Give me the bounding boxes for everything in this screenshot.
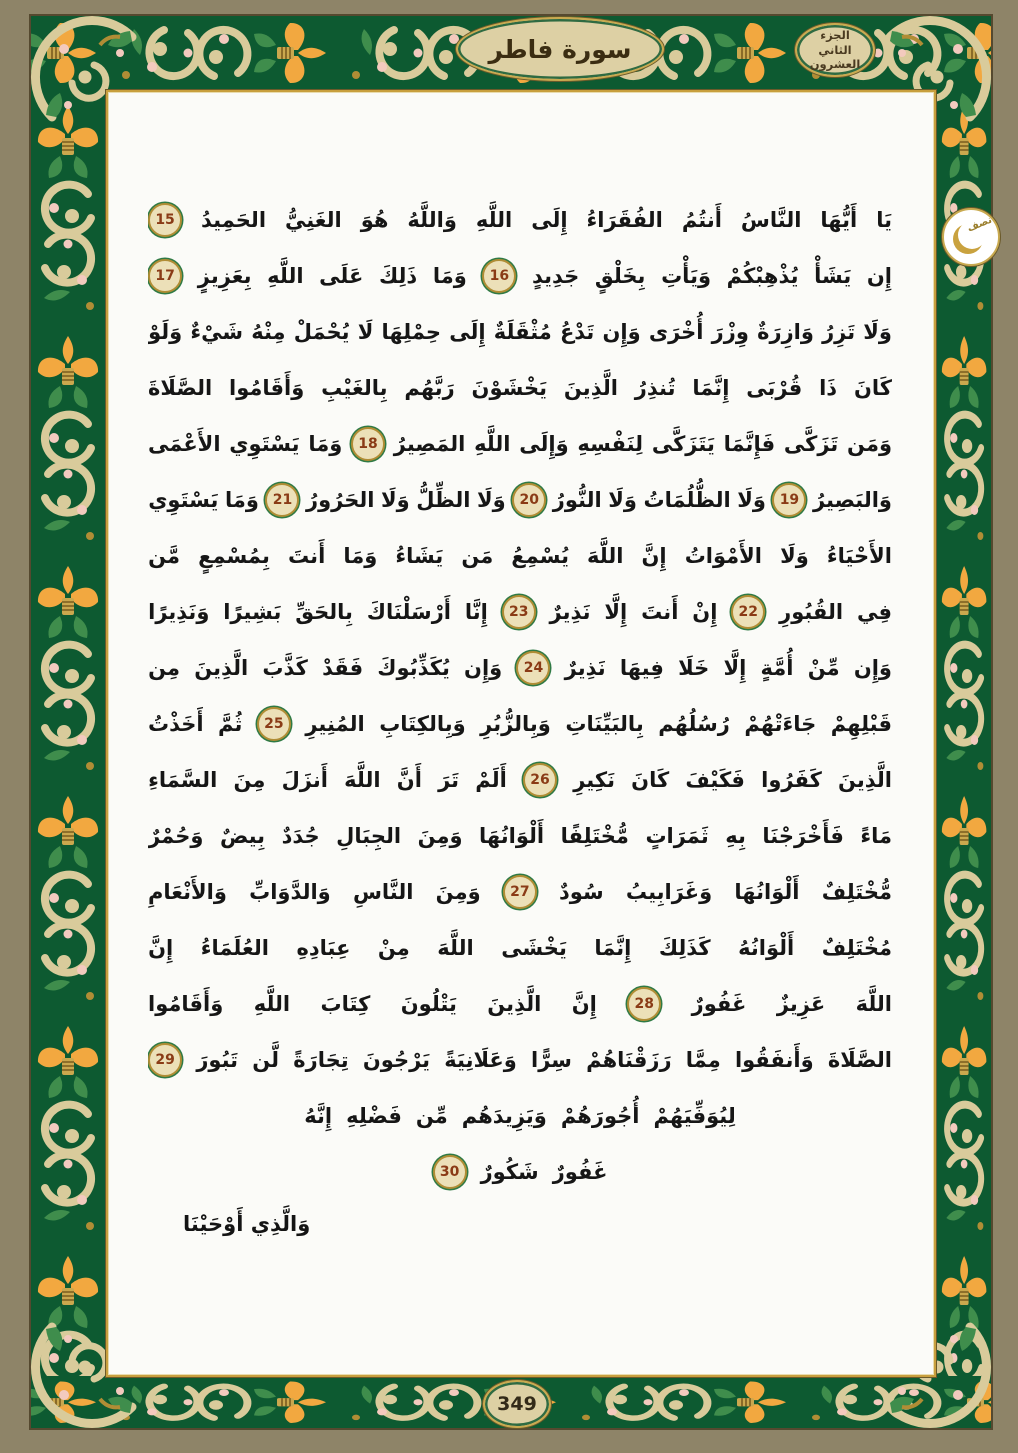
quran-line	[148, 304, 892, 360]
quran-word: إِنَّمَا	[692, 376, 730, 400]
quran-word: مِنْهُ	[251, 320, 286, 344]
quran-word: الصَّلَاةَ	[827, 1048, 892, 1072]
quran-word: المُنِيرِ	[305, 712, 365, 736]
quran-word: ثُمَّ	[218, 712, 243, 736]
quran-word: نَذِيرٌ	[564, 656, 606, 680]
quran-word: رُسُلُهُم	[658, 712, 730, 736]
quran-word: العُلَمَاءُ	[200, 936, 269, 960]
page-number-cartouche	[483, 1380, 551, 1428]
quran-word: الَّذِينَ	[194, 656, 249, 680]
quran-word: وَغَرَابِيبُ	[625, 880, 713, 904]
quran-word: النَّاسِ	[352, 880, 414, 904]
quran-word: حِمْلِهَا	[381, 320, 442, 344]
page-surface	[106, 90, 936, 1377]
quran-word: إِنَّ	[148, 936, 174, 960]
quran-word: اللَّهَ	[437, 936, 474, 960]
quran-word: بِعَزِيزٍ	[197, 264, 252, 288]
quran-word: إِنَّهُ	[304, 1104, 333, 1128]
verse-number-badge: 19	[772, 483, 806, 517]
quran-word: وَنَذِيرًا	[148, 600, 210, 624]
quran-word: هُوَ	[360, 208, 389, 232]
quran-word: الَّذِينَ	[487, 992, 542, 1016]
quran-word: قَبْلِهِمْ	[830, 712, 892, 736]
quran-line	[148, 360, 892, 416]
quran-line	[148, 976, 892, 1032]
quran-word: يَشَأْ	[814, 264, 852, 288]
surah-title-cartouche	[456, 17, 664, 81]
quran-word: إِلَى	[449, 320, 486, 344]
quran-word: وَالبَصِيرُ	[812, 488, 892, 512]
quran-word: إِلَى	[531, 208, 568, 232]
quran-word: تَزِرُ	[822, 320, 856, 344]
quran-word: أَرْسَلْنَاكَ	[366, 600, 451, 624]
verse-number-badge: 24	[516, 651, 550, 685]
verse-number-badge: 27	[503, 875, 537, 909]
quran-word: اللَّهِ	[475, 208, 513, 232]
quran-word: وَمَا	[343, 544, 378, 568]
quran-word: أَيُّهَا	[820, 208, 858, 232]
quran-word: لِنَفْسِهِ	[577, 432, 644, 456]
quran-word: وَمَا	[308, 432, 343, 456]
quran-word: وَإِلَى	[519, 432, 569, 456]
quran-word: كَانَ	[853, 376, 892, 400]
juz-label-line1: الجزء	[820, 27, 850, 42]
quran-line	[148, 808, 892, 864]
quran-word: وَإِن	[853, 656, 892, 680]
quran-word: رَبَّهُم	[404, 376, 455, 400]
quran-word: مُخْتَلِفٌ	[821, 936, 892, 960]
quran-word: خَلَا	[678, 656, 710, 680]
quran-line	[148, 472, 892, 528]
quran-word: لَّن	[252, 1048, 280, 1072]
quran-word: مِن	[148, 656, 180, 680]
quran-word: إِلَّا	[604, 600, 628, 624]
quran-word: عِبَادِهِ	[296, 936, 351, 960]
quran-word: عَلَى	[319, 264, 364, 288]
quran-word: رَزَقْنَاهُمْ	[586, 1048, 672, 1072]
hizb-marker-label: نصف	[966, 214, 995, 235]
verse-number-badge: 21	[265, 483, 299, 517]
quran-word: وَيَأْتِ	[661, 264, 712, 288]
quran-word: وَلَا	[780, 544, 809, 568]
quran-line	[148, 696, 892, 752]
quran-word: عَزِيزٌ	[776, 992, 826, 1016]
quran-line	[148, 584, 892, 640]
quran-word: ذَلِكَ	[378, 264, 418, 288]
quran-word: وَلَوْ	[148, 320, 183, 344]
verse-number-badge: 23	[502, 595, 536, 629]
quran-word: أَلْوَانُهَا	[734, 880, 800, 904]
border-ornament-left	[30, 92, 106, 1376]
quran-word: إِنْ	[692, 600, 718, 624]
quran-line	[148, 1032, 892, 1088]
quran-word: بِالغَيْبِ	[321, 376, 388, 400]
quran-word: اللَّهَ	[344, 768, 381, 792]
quran-word: وَأَقَامُوا	[229, 376, 305, 400]
quran-word: قُرْبَى	[746, 376, 803, 400]
quran-word: وَلَا	[380, 488, 410, 512]
quran-word: يَرْجُونَ	[362, 1048, 431, 1072]
quran-word: أَخَذْتُ	[148, 712, 204, 736]
quran-word: إِنَّ	[571, 992, 597, 1016]
quran-word: كِتَابَ	[320, 992, 371, 1016]
quran-word: الظِّلُّ	[416, 488, 471, 512]
verse-number-badge: 15	[148, 203, 182, 237]
quran-word: اللَّهِ	[267, 264, 304, 288]
quran-word: يَشَاءُ	[395, 544, 444, 568]
quran-word: فِيهَا	[619, 656, 664, 680]
quran-word: بِالبَيِّنَاتِ	[565, 712, 644, 736]
quran-word: وَمِنَ	[417, 824, 463, 848]
quran-word: إِنَّمَا	[594, 936, 632, 960]
verse-number-badge: 28	[627, 987, 661, 1021]
quran-word: وَبِالكِتَابِ	[379, 712, 466, 736]
quran-line	[148, 640, 892, 696]
quran-word: وَالدَّوَابِّ	[249, 880, 331, 904]
quran-word: بِمُسْمِعٍ	[198, 544, 270, 568]
border-ornament-right	[936, 92, 995, 1376]
quran-line	[148, 192, 892, 248]
verse-number-badge: 17	[148, 259, 182, 293]
quran-word: يُسْمِعُ	[511, 544, 569, 568]
quran-word: وَلَا	[477, 488, 506, 512]
quran-word: الحَرُورُ	[305, 488, 375, 512]
quran-word: كَفَرُوا	[761, 768, 822, 792]
quran-word: وَلَا	[608, 488, 637, 512]
surah-title: سورة فاطر	[488, 34, 632, 64]
quran-word: بَشِيرًا	[223, 600, 282, 624]
quran-word: تِجَارَةً	[293, 1048, 349, 1072]
quran-word: النُّورُ	[552, 488, 602, 512]
quran-word: يَا	[876, 208, 892, 232]
quran-word: القُبُورِ	[779, 600, 844, 624]
quran-word: السَّمَاءِ	[148, 768, 218, 792]
quran-word: أَنتَ	[641, 600, 679, 624]
quran-word: كَذَلِكَ	[658, 936, 711, 960]
quran-word: يَسْتَوِي	[148, 488, 219, 512]
verse-number-badge: 22	[731, 595, 765, 629]
quran-word: أَنتُمُ	[681, 208, 722, 232]
quran-word: يَتْلُونَ	[400, 992, 457, 1016]
quran-word: النَّاسُ	[740, 208, 802, 232]
quran-word: وَأَقَامُوا	[148, 992, 224, 1016]
quran-word: اللَّهِ	[253, 992, 291, 1016]
quran-word: مُثْقَلَةٌ	[493, 320, 552, 344]
quran-word: مِمَّا	[685, 1048, 721, 1072]
quran-word: أُمَّةٍ	[760, 656, 794, 680]
quran-word: جَاءَتْهُمْ	[744, 712, 817, 736]
quran-word: جُدَدٌ	[281, 824, 320, 848]
quran-word: وَلَا	[737, 488, 766, 512]
quran-word: الأَمْوَاتُ	[684, 544, 762, 568]
quran-word: إِنَّا	[464, 600, 488, 624]
verse-number-badge: 30	[433, 1155, 467, 1189]
quran-word: لَا	[357, 320, 374, 344]
quran-word: إِن	[866, 264, 892, 288]
quran-word: غَفُورٌ	[552, 1160, 608, 1184]
quran-word: أَنتَ	[287, 544, 326, 568]
quran-word: تُنذِرُ	[634, 376, 676, 400]
quran-word: غَفُورٌ	[691, 992, 747, 1016]
verse-number-badge: 16	[482, 259, 516, 293]
hizb-medallion	[942, 208, 1000, 266]
quran-word: أَنَّ	[396, 768, 422, 792]
quran-word: يُكَذِّبُوكَ	[377, 656, 450, 680]
quran-word: مِنْ	[377, 936, 410, 960]
quran-word: فَأَخْرَجْنَا	[762, 824, 844, 848]
quran-word: وَمَا	[432, 264, 467, 288]
quran-word: المَصِيرُ	[393, 432, 466, 456]
quran-word: إِنَّ	[641, 544, 667, 568]
quran-word: جَدِيدٍ	[532, 264, 580, 288]
quran-word: مِّنْ	[807, 656, 840, 680]
quran-word: إِلَّا	[723, 656, 747, 680]
quran-line	[148, 248, 892, 304]
quran-word: وَلَا	[863, 320, 892, 344]
quran-word: يُذْهِبْكُمْ	[726, 264, 799, 288]
quran-word: الَّذِينَ	[563, 376, 618, 400]
quran-word: وَإِن	[464, 656, 503, 680]
quran-line	[148, 1088, 892, 1144]
quran-word: أَلْوَانُهَا	[479, 824, 545, 848]
quran-word: كَانَ	[631, 768, 670, 792]
quran-word: مِنَ	[233, 768, 266, 792]
quran-word: الَّذِينَ	[838, 768, 892, 792]
quran-word: مَن	[461, 544, 494, 568]
quran-word: وِزْرَ	[711, 320, 749, 344]
quran-word: نَكِيرِ	[573, 768, 615, 792]
quran-word: الحَمِيدُ	[201, 208, 267, 232]
quran-word: وَالأَنْعَامِ	[148, 880, 227, 904]
quran-line	[148, 920, 892, 976]
verse-number-badge: 18	[351, 427, 385, 461]
quran-line	[148, 864, 892, 920]
quran-word: وَمِنَ	[435, 880, 481, 904]
quran-line	[148, 1144, 892, 1200]
quran-word: مَّن	[148, 544, 181, 568]
quran-word: شَكُورٌ	[480, 1160, 539, 1184]
quran-word: أُجُورَهُمْ	[560, 1104, 640, 1128]
quran-line	[148, 528, 892, 584]
quran-word: فِي	[857, 600, 892, 624]
juz-label-line2: الثاني العشرون	[809, 42, 861, 72]
quran-word: تَبُورَ	[196, 1048, 239, 1072]
quran-word: وَإِن	[602, 320, 641, 344]
quran-word: الظُّلُمَاتُ	[643, 488, 731, 512]
quran-line	[148, 752, 892, 808]
verse-number-badge: 29	[148, 1043, 182, 1077]
quran-word: أَلَمْ	[475, 768, 507, 792]
quran-word: وَيَزِيدَهُم	[461, 1104, 547, 1128]
quran-word: الغَنِيُّ	[284, 208, 342, 232]
quran-word: الجِبَالِ	[336, 824, 402, 848]
quran-word: اللَّهَ	[855, 992, 892, 1016]
verse-number-badge: 20	[512, 483, 546, 517]
quran-word: يَسْتَوِي	[229, 432, 300, 456]
quran-word: اللَّهِ	[474, 432, 511, 456]
quran-word: أَنزَلَ	[281, 768, 328, 792]
quran-word: يَخْشَى	[501, 936, 567, 960]
verse-number-badge: 26	[523, 763, 557, 797]
quran-word: وَمَن	[847, 432, 892, 456]
quran-word: مَاءً	[860, 824, 892, 848]
verse-number-badge: 25	[257, 707, 291, 741]
quran-word: وَعَلَانِيَةً	[444, 1048, 517, 1072]
quran-word: سِرًّا	[531, 1048, 572, 1072]
quran-word: الأَحْيَاءُ	[826, 544, 892, 568]
quran-word: بِخَلْقٍ	[594, 264, 646, 288]
quran-word: أُخْرَى	[648, 320, 704, 344]
quran-word: تَزَكَّى	[783, 432, 839, 456]
mushaf-text	[148, 192, 892, 1200]
quran-word: بِالحَقِّ	[295, 600, 353, 624]
quran-word: فَكَيْفَ	[685, 768, 745, 792]
quran-word: وَبِالزُّبُرِ	[480, 712, 551, 736]
quran-word: الصَّلَاةَ	[148, 376, 213, 400]
quran-word: يَخْشَوْنَ	[471, 376, 548, 400]
quran-word: وَاللَّهُ	[407, 208, 457, 232]
quran-word: وَأَنفَقُوا	[734, 1048, 814, 1072]
quran-word: وَازِرَةٌ	[757, 320, 814, 344]
quran-word: فَإِنَّمَا	[723, 432, 776, 456]
quran-word: سُودٌ	[559, 880, 604, 904]
quran-word: يُحْمَلْ	[293, 320, 350, 344]
quran-word: ثَمَرَاتٍ	[645, 824, 709, 848]
quran-line	[148, 416, 892, 472]
quran-word: لِيُوَفِّيَهُمْ	[653, 1104, 736, 1128]
quran-word: فَضْلِهِ	[346, 1104, 402, 1128]
quran-word: اللَّهَ	[587, 544, 624, 568]
quran-word: تَدْعُ	[559, 320, 595, 344]
quran-word: تَرَ	[438, 768, 460, 792]
quran-word: مُّخْتَلِفًا	[560, 824, 629, 848]
page-number: 349	[497, 1393, 537, 1415]
quran-word: بِهِ	[725, 824, 746, 848]
quran-word: ذَا	[819, 376, 838, 400]
juz-cartouche	[795, 23, 875, 77]
quran-word: مُّخْتَلِفٌ	[821, 880, 892, 904]
quran-word: وَمَا	[224, 488, 259, 512]
quran-word: أَلْوَانُهُ	[738, 936, 795, 960]
quran-word: كَذَّبَ	[262, 656, 308, 680]
quran-word: بِيضٌ	[219, 824, 266, 848]
quran-word: الأَعْمَى	[148, 432, 221, 456]
quran-word: مِّن	[415, 1104, 448, 1128]
quran-word: فَقَدْ	[322, 656, 364, 680]
quran-word: نَذِيرٌ	[549, 600, 591, 624]
quran-word: شَيْءٌ	[190, 320, 244, 344]
quran-word: وَحُمْرٌ	[148, 824, 204, 848]
catchword: وَالَّذِي أَوْحَيْنَا	[183, 1212, 311, 1236]
quran-word: يَتَزَكَّى	[651, 432, 715, 456]
quran-word: الفُقَرَاءُ	[586, 208, 663, 232]
